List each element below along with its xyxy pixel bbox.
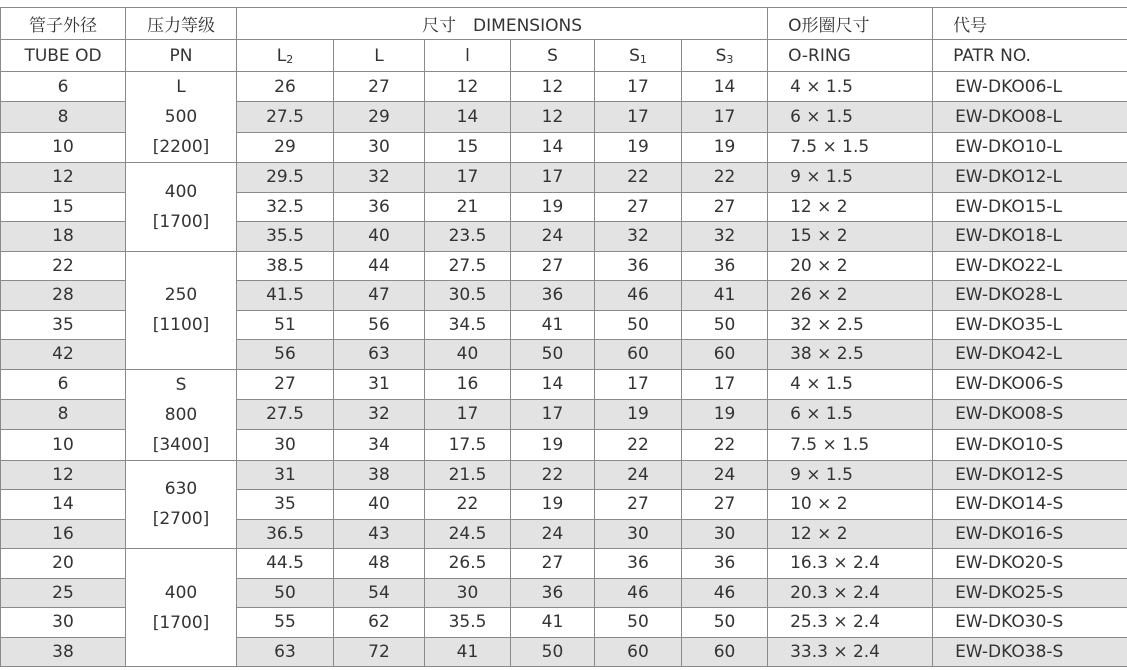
part-number-cell: EW-DKO08-S (933, 399, 1127, 429)
dim-l2-cell: 50 (237, 578, 334, 608)
dim-l-cell: 48 (334, 549, 425, 579)
part-number-cell: EW-DKO10-L (933, 132, 1127, 162)
dim-l-cell: 54 (334, 578, 425, 608)
dim-s-cell: 41 (511, 608, 595, 638)
dim-l-cell: 32 (334, 163, 425, 193)
dim-small-l-cell: 23.5 (425, 222, 511, 252)
part-number-cell: EW-DKO15-L (933, 192, 1127, 222)
pressure-rating-line: L (176, 77, 186, 97)
dim-s-cell: 17 (511, 163, 595, 193)
dim-l2-cell: 29.5 (237, 163, 334, 193)
dim-s1-cell: 60 (595, 340, 682, 370)
oring-size-cell: 12 × 2 (768, 519, 933, 549)
dim-s-cell: 14 (511, 132, 595, 162)
dim-l-cell: 47 (334, 281, 425, 311)
tube-od-cell: 16 (1, 519, 126, 549)
dim-s-cell: 36 (511, 578, 595, 608)
dim-l-cell: 43 (334, 519, 425, 549)
tube-od-cell: 14 (1, 490, 126, 520)
col-header-sub: 2 (286, 52, 294, 66)
dim-l-cell: 63 (334, 340, 425, 370)
dim-s1-cell: 60 (595, 637, 682, 667)
tube-od-cell: 20 (1, 549, 126, 579)
dim-small-l-cell: 40 (425, 340, 511, 370)
part-number-cell: EW-DKO18-L (933, 222, 1127, 252)
dim-s1-cell: 22 (595, 430, 682, 460)
dim-s3-cell: 50 (682, 608, 768, 638)
tube-od-cell: 28 (1, 281, 126, 311)
dim-l2-cell: 31 (237, 460, 334, 490)
dim-small-l-cell: 17.5 (425, 430, 511, 460)
dim-l-cell: 29 (334, 102, 425, 132)
col-header-s (511, 40, 595, 72)
dim-l-cell: 56 (334, 310, 425, 340)
pressure-rating-line: [1700] (152, 211, 210, 232)
dim-s-cell: 14 (511, 369, 595, 399)
dim-s3-cell: 30 (682, 519, 768, 549)
part-number-cell: EW-DKO22-L (933, 251, 1127, 281)
dim-l-cell: 62 (334, 608, 425, 638)
part-number-cell: EW-DKO06-L (933, 72, 1127, 102)
dim-s-cell: 19 (511, 490, 595, 520)
col-header-base: l (465, 45, 470, 66)
dim-s3-cell: 19 (682, 399, 768, 429)
dim-l2-cell: 35 (237, 490, 334, 520)
part-en-header: PATR NO. (933, 40, 1127, 72)
dim-s3-cell: 60 (682, 637, 768, 667)
pressure-rating-line: 500 (164, 107, 198, 127)
col-header-small-l (425, 40, 511, 72)
dim-s3-cell: 27 (682, 192, 768, 222)
dim-l-cell: 44 (334, 251, 425, 281)
dim-s-cell: 27 (511, 549, 595, 579)
dim-s1-cell: 27 (595, 490, 682, 520)
dim-s3-cell: 50 (682, 310, 768, 340)
tube-od-cell: 42 (1, 340, 126, 370)
dim-s-cell: 19 (511, 192, 595, 222)
col-header-s1 (595, 40, 682, 72)
dim-small-l-cell: 22 (425, 490, 511, 520)
dim-s1-cell: 17 (595, 369, 682, 399)
pressure-rating-line: [2200] (152, 137, 210, 157)
dimensions-header: 尺寸 DIMENSIONS (237, 8, 768, 40)
tube-od-cell: 15 (1, 192, 126, 222)
tube-od-cell: 12 (1, 163, 126, 193)
dim-s3-cell: 14 (682, 72, 768, 102)
dim-s1-cell: 19 (595, 132, 682, 162)
dim-small-l-cell: 24.5 (425, 519, 511, 549)
pressure-rating-line: 400 (164, 582, 198, 603)
dim-l2-cell: 30 (237, 430, 334, 460)
part-number-cell: EW-DKO10-S (933, 430, 1127, 460)
dim-l-cell: 40 (334, 222, 425, 252)
oring-size-cell: 7.5 × 1.5 (768, 132, 933, 162)
dim-small-l-cell: 17 (425, 399, 511, 429)
dim-s1-cell: 17 (595, 102, 682, 132)
part-number-cell: EW-DKO42-L (933, 340, 1127, 370)
part-number-cell: EW-DKO28-L (933, 281, 1127, 311)
header-row-1 (1, 8, 1127, 40)
dim-l-cell: 30 (334, 132, 425, 162)
oring-size-cell: 20.3 × 2.4 (768, 578, 933, 608)
part-number-cell: EW-DKO35-L (933, 310, 1127, 340)
col-header-base: S (629, 45, 640, 66)
dim-s3-cell: 36 (682, 549, 768, 579)
dim-s3-cell: 22 (682, 430, 768, 460)
dim-small-l-cell: 21.5 (425, 460, 511, 490)
part-cn-header: 代号 (933, 8, 1127, 40)
dim-small-l-cell: 30.5 (425, 281, 511, 311)
dim-s-cell: 17 (511, 399, 595, 429)
oring-size-cell: 4 × 1.5 (768, 72, 933, 102)
dim-s1-cell: 32 (595, 222, 682, 252)
pressure-rating-cell (126, 549, 237, 667)
dim-l-cell: 40 (334, 490, 425, 520)
table-row (1, 549, 1127, 579)
part-number-cell: EW-DKO14-S (933, 490, 1127, 520)
dim-l2-cell: 27.5 (237, 399, 334, 429)
oring-size-cell: 20 × 2 (768, 251, 933, 281)
dim-l-cell: 32 (334, 399, 425, 429)
pressure-rating-line: 250 (164, 285, 198, 305)
tube-od-cell: 8 (1, 399, 126, 429)
oring-size-cell: 16.3 × 2.4 (768, 549, 933, 579)
tube-od-cell: 30 (1, 608, 126, 638)
dim-l2-cell: 51 (237, 310, 334, 340)
col-header-base: L (374, 45, 384, 66)
pressure-rating-line: 800 (164, 404, 198, 425)
dim-l-cell: 38 (334, 460, 425, 490)
dim-s1-cell: 36 (595, 549, 682, 579)
dim-l-cell: 34 (334, 430, 425, 460)
dim-small-l-cell: 15 (425, 132, 511, 162)
dim-s3-cell: 22 (682, 163, 768, 193)
oring-en-header: O-RING (768, 40, 933, 72)
part-number-cell: EW-DKO25-S (933, 578, 1127, 608)
tube-od-en-header: TUBE OD (1, 40, 126, 72)
dim-l2-cell: 27 (237, 369, 334, 399)
dim-l2-cell: 32.5 (237, 192, 334, 222)
dim-l-cell: 36 (334, 192, 425, 222)
tube-od-cell: 8 (1, 102, 126, 132)
dim-l2-cell: 35.5 (237, 222, 334, 252)
dim-s-cell: 50 (511, 637, 595, 667)
pressure-rating-line: [1700] (152, 612, 210, 633)
dim-s-cell: 36 (511, 281, 595, 311)
dim-small-l-cell: 16 (425, 369, 511, 399)
dim-s3-cell: 24 (682, 460, 768, 490)
dim-s3-cell: 27 (682, 490, 768, 520)
oring-size-cell: 6 × 1.5 (768, 102, 933, 132)
col-header-sub: 3 (726, 52, 734, 66)
tube-od-cell: 38 (1, 637, 126, 667)
dim-s1-cell: 27 (595, 192, 682, 222)
oring-size-cell: 9 × 1.5 (768, 163, 933, 193)
oring-size-cell: 32 × 2.5 (768, 310, 933, 340)
pressure-rating-cell (126, 369, 237, 460)
dim-s-cell: 24 (511, 222, 595, 252)
dim-small-l-cell: 12 (425, 72, 511, 102)
dim-s1-cell: 50 (595, 608, 682, 638)
col-header-sub: 1 (639, 52, 647, 66)
dim-l-cell: 31 (334, 369, 425, 399)
tube-od-cell: 22 (1, 251, 126, 281)
oring-size-cell: 7.5 × 1.5 (768, 430, 933, 460)
oring-size-cell: 9 × 1.5 (768, 460, 933, 490)
col-header-s3 (682, 40, 768, 72)
table-body (1, 72, 1127, 667)
oring-size-cell: 26 × 2 (768, 281, 933, 311)
table-row (1, 251, 1127, 281)
dim-s1-cell: 50 (595, 310, 682, 340)
dim-s-cell: 24 (511, 519, 595, 549)
dim-s3-cell: 46 (682, 578, 768, 608)
dim-s1-cell: 30 (595, 519, 682, 549)
dim-s1-cell: 19 (595, 399, 682, 429)
oring-cn-header: O形圈尺寸 (768, 8, 933, 40)
dim-small-l-cell: 27.5 (425, 251, 511, 281)
dim-s3-cell: 60 (682, 340, 768, 370)
part-number-cell: EW-DKO12-L (933, 163, 1127, 193)
dim-small-l-cell: 30 (425, 578, 511, 608)
table-row (1, 163, 1127, 193)
dim-l2-cell: 63 (237, 637, 334, 667)
col-header-base: S (715, 45, 727, 66)
tube-od-cell: 12 (1, 460, 126, 490)
pn-en-header: PN (126, 40, 237, 72)
dim-small-l-cell: 34.5 (425, 310, 511, 340)
dim-s1-cell: 22 (595, 163, 682, 193)
part-number-cell: EW-DKO16-S (933, 519, 1127, 549)
tube-od-cell: 10 (1, 132, 126, 162)
dim-s3-cell: 19 (682, 132, 768, 162)
pn-cn-header: 压力等级 (126, 8, 237, 40)
dim-s-cell: 22 (511, 460, 595, 490)
dim-l2-cell: 36.5 (237, 519, 334, 549)
table-row (1, 369, 1127, 399)
dim-small-l-cell: 14 (425, 102, 511, 132)
pressure-rating-cell (126, 72, 237, 163)
part-number-cell: EW-DKO38-S (933, 637, 1127, 667)
dim-l2-cell: 29 (237, 132, 334, 162)
dim-s3-cell: 41 (682, 281, 768, 311)
dim-small-l-cell: 41 (425, 637, 511, 667)
dim-l2-cell: 38.5 (237, 251, 334, 281)
oring-size-cell: 4 × 1.5 (768, 369, 933, 399)
part-number-cell: EW-DKO06-S (933, 369, 1127, 399)
table-row (1, 72, 1127, 102)
dim-l2-cell: 55 (237, 608, 334, 638)
tube-od-cell: 6 (1, 369, 126, 399)
tube-od-cell: 25 (1, 578, 126, 608)
oring-size-cell: 10 × 2 (768, 490, 933, 520)
oring-size-cell: 15 × 2 (768, 222, 933, 252)
dim-s1-cell: 46 (595, 281, 682, 311)
dim-s-cell: 41 (511, 310, 595, 340)
dim-s-cell: 50 (511, 340, 595, 370)
dim-s-cell: 19 (511, 430, 595, 460)
oring-size-cell: 38 × 2.5 (768, 340, 933, 370)
dim-s1-cell: 36 (595, 251, 682, 281)
tube-od-cell: 18 (1, 222, 126, 252)
tube-od-cn-header: 管子外径 (1, 8, 126, 40)
dim-s3-cell: 32 (682, 222, 768, 252)
oring-size-cell: 25.3 × 2.4 (768, 608, 933, 638)
dim-l2-cell: 26 (237, 72, 334, 102)
col-header-l2 (237, 40, 334, 72)
dim-l2-cell: 41.5 (237, 281, 334, 311)
dim-s3-cell: 17 (682, 369, 768, 399)
oring-size-cell: 6 × 1.5 (768, 399, 933, 429)
dim-l2-cell: 27.5 (237, 102, 334, 132)
dim-l2-cell: 44.5 (237, 549, 334, 579)
tube-od-cell: 6 (1, 72, 126, 102)
header-row-2 (1, 40, 1127, 72)
part-number-cell: EW-DKO30-S (933, 608, 1127, 638)
dim-small-l-cell: 35.5 (425, 608, 511, 638)
dim-l2-cell: 56 (237, 340, 334, 370)
tube-od-cell: 10 (1, 430, 126, 460)
pressure-rating-line: [1100] (152, 315, 210, 335)
dim-small-l-cell: 17 (425, 163, 511, 193)
dim-s1-cell: 46 (595, 578, 682, 608)
pressure-rating-line: 630 (164, 479, 198, 500)
part-number-cell: EW-DKO08-L (933, 102, 1127, 132)
dim-s1-cell: 17 (595, 72, 682, 102)
pressure-rating-line: [3400] (152, 434, 210, 455)
dim-s-cell: 27 (511, 251, 595, 281)
part-number-cell: EW-DKO20-S (933, 549, 1127, 579)
dim-l-cell: 27 (334, 72, 425, 102)
dim-s-cell: 12 (511, 102, 595, 132)
pressure-rating-cell (126, 251, 237, 369)
pressure-rating-cell (126, 460, 237, 549)
dim-l-cell: 72 (334, 637, 425, 667)
pressure-rating-line: [2700] (152, 509, 210, 530)
col-header-l (334, 40, 425, 72)
oring-size-cell: 12 × 2 (768, 192, 933, 222)
part-number-cell: EW-DKO12-S (933, 460, 1127, 490)
dim-s3-cell: 36 (682, 251, 768, 281)
col-header-base: L (276, 45, 287, 66)
tube-od-cell: 35 (1, 310, 126, 340)
dim-s-cell: 12 (511, 72, 595, 102)
pressure-rating-line: S (175, 374, 187, 395)
dim-s3-cell: 17 (682, 102, 768, 132)
dim-small-l-cell: 21 (425, 192, 511, 222)
pressure-rating-line: 400 (164, 181, 198, 202)
dim-s1-cell: 24 (595, 460, 682, 490)
dim-small-l-cell: 26.5 (425, 549, 511, 579)
pressure-rating-cell (126, 163, 237, 252)
table-row (1, 460, 1127, 490)
col-header-base: S (547, 45, 558, 66)
dimensions-table (0, 7, 1127, 667)
oring-size-cell: 33.3 × 2.4 (768, 637, 933, 667)
